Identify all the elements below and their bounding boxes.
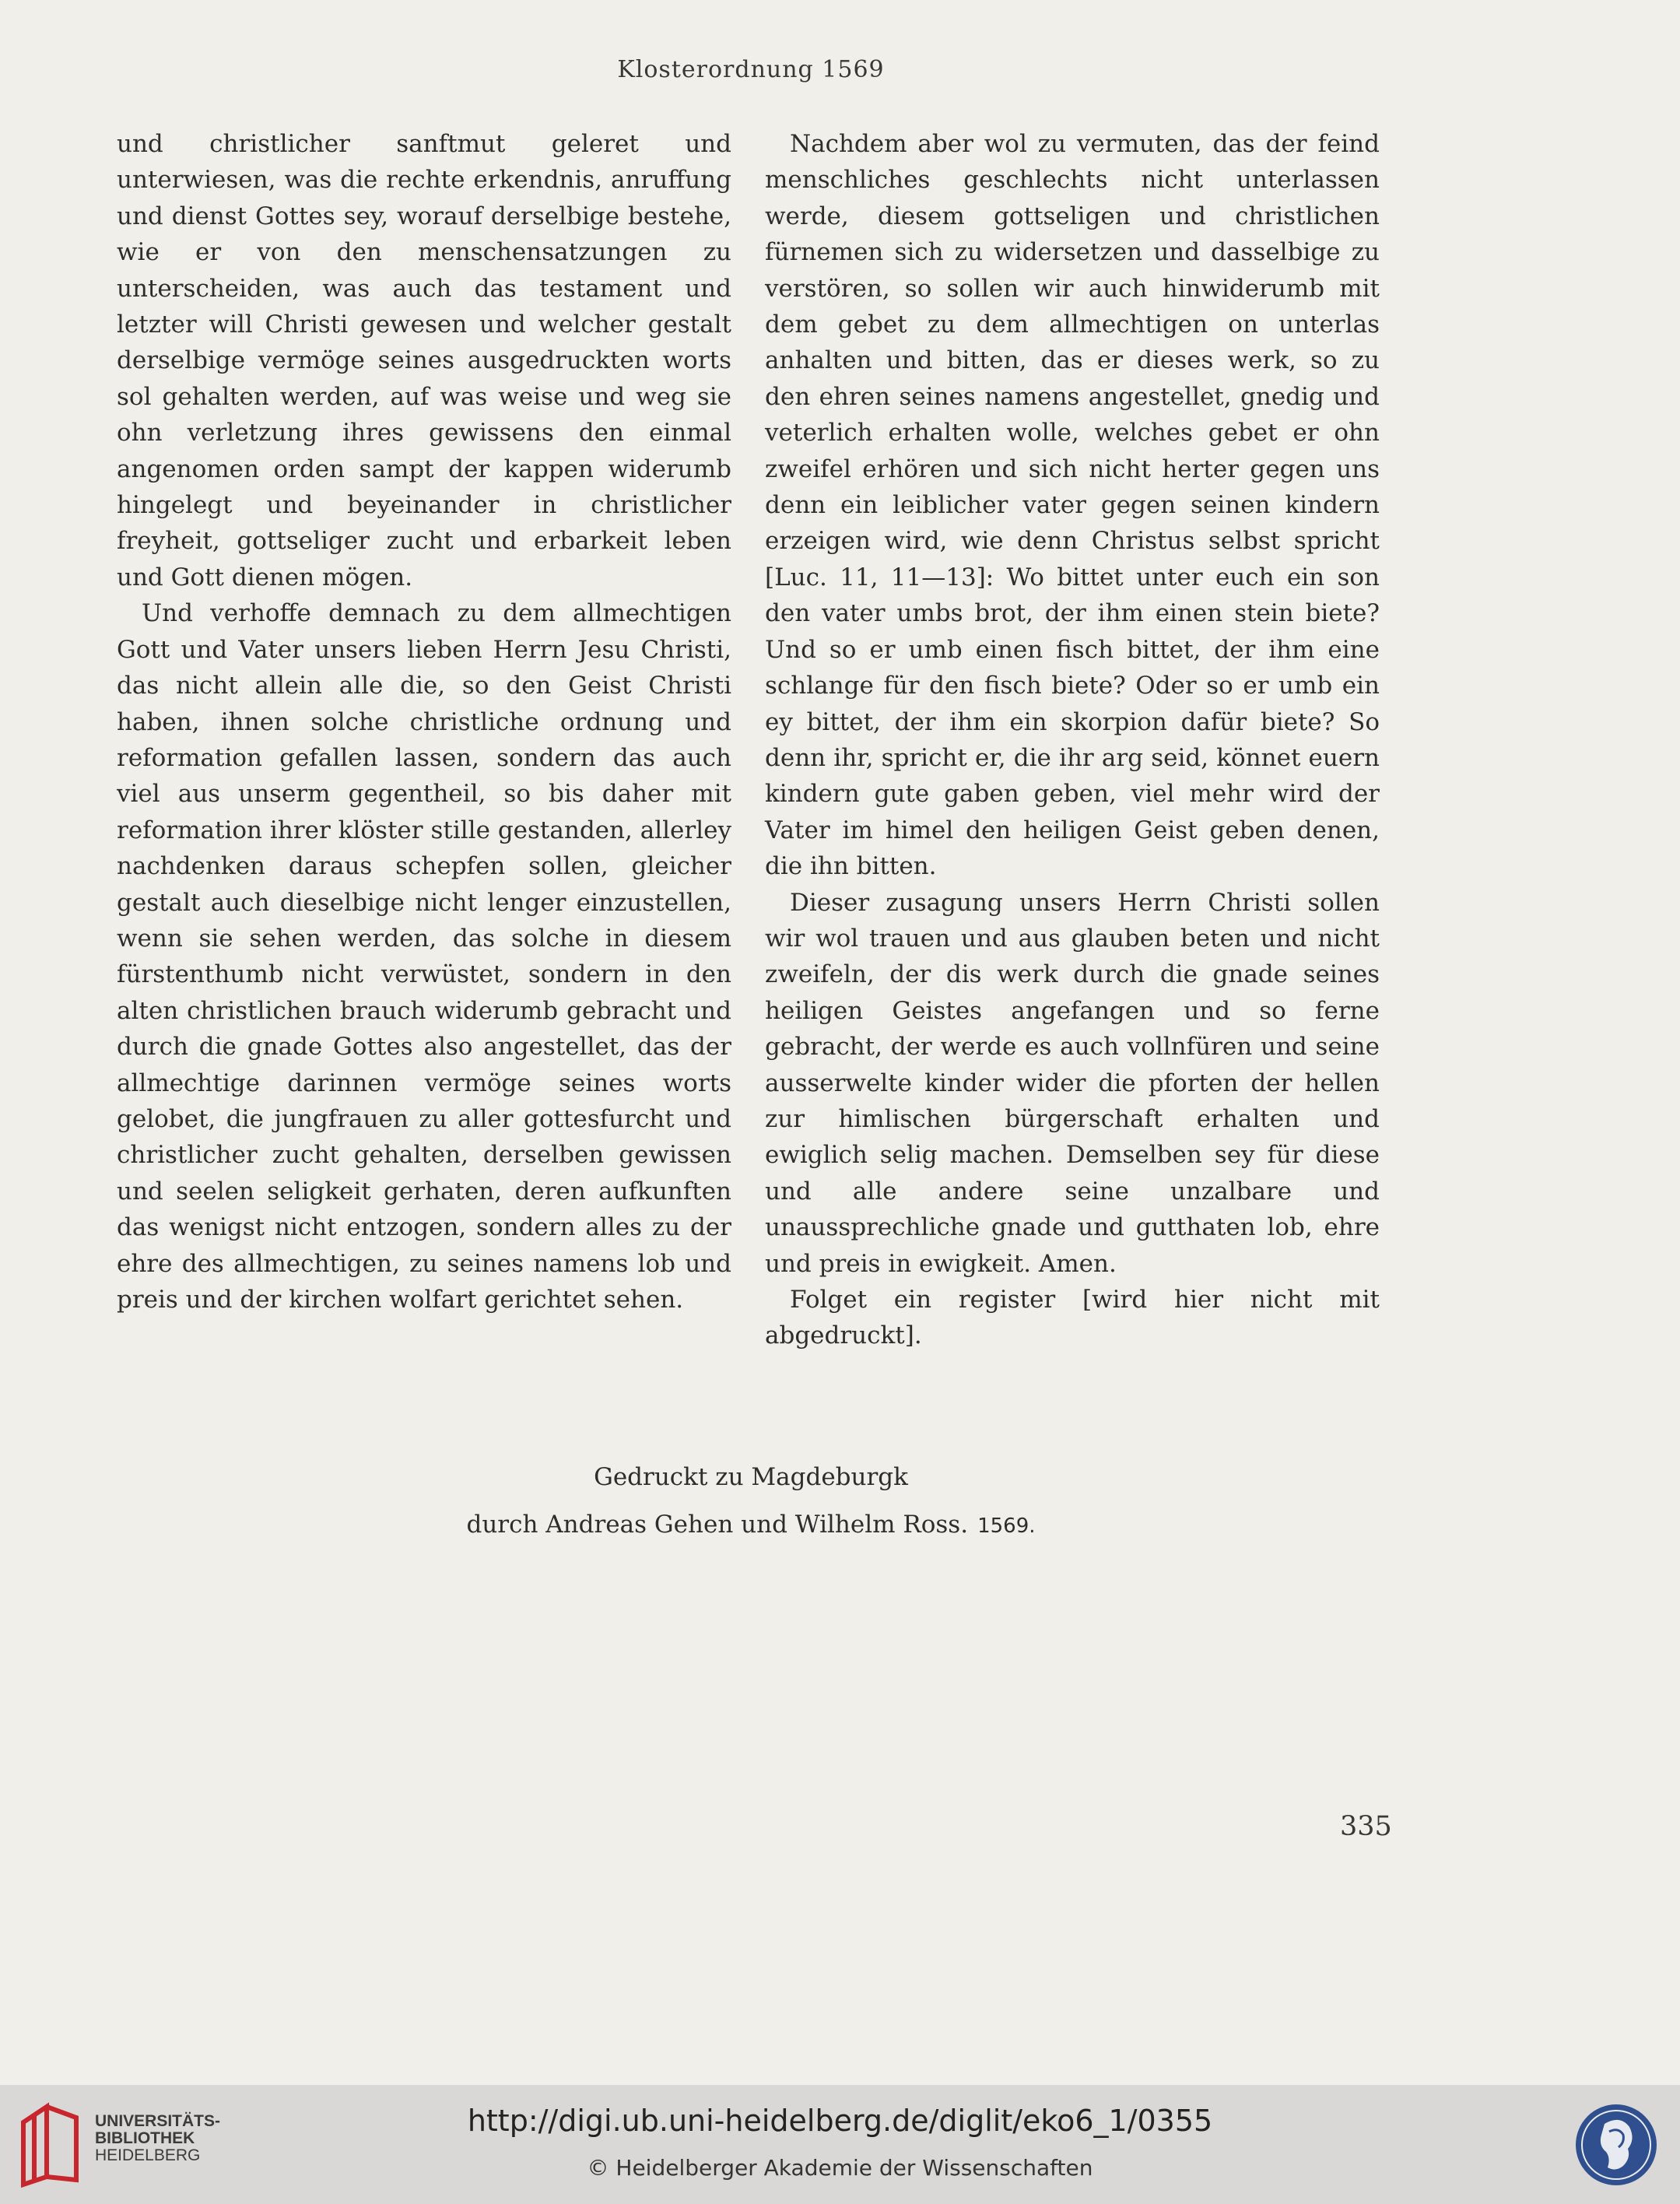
colophon-line: Gedruckt zu Magdeburgk — [594, 1463, 908, 1491]
library-name-line: HEIDELBERG — [95, 2146, 201, 2164]
running-head: Klosterordnung 1569 — [617, 56, 885, 83]
colophon-year: 1569. — [977, 1514, 1036, 1538]
paragraph: Folget ein register [wird hier nicht mit abgedruckt]. — [765, 1286, 1380, 1350]
paragraph: Nachdem aber wol zu vermuten, das der feind menschliches geschlechts nicht unterlassen werde, diesem gottseligen und christlichen fürnemen sich zu widersetzen und dasselbige zu verstören, so sollen wir auch hinwiderumb mit dem gebet zu dem allmechtigen on unterlas anhalten und bitten, das er dieses werk, so zu den ehren seines namens angestellet, gnedig und veterlich erhalten wolle, welches gebet er ohn zweifel erhören und sich nicht herter gegen uns denn ein leiblicher vater gegen seinen kindern erzeigen wird, wie denn Christus selbst spricht [Luc. 11, 11—13]: Wo bittet unter euch ein son den vater umbs brot, der ihm einen stein biete? Und so er umb einen fisch bittet, der ihm eine schlange für den fisch biete? Oder so er umb ein ey bittet, der ihm ein skorpion dafür biete? So denn ihr, spricht er, die ihr arg seid, könnet euern kindern gute gaben geben, viel mehr wird der Vater im himel den heiligen Geist geben denen, die ihn bitten. — [765, 130, 1380, 881]
paragraph: und christlicher sanftmut geleret und unterwiesen, was die rechte erkendnis, anruffung und dienst Gottes sey, worauf derselbige bestehe, wie er von den menschensatzungen zu unterscheiden, was auch das testament und letzter will Christi gewesen und welcher gestalt derselbige vermöge seines ausgedruckten worts sol gehalten werden, auf was weise und weg sie ohn verletzung ihres gewissens den einmal angenomen orden sampt der kappen widerumb hingelegt und beyeinander in christlicher freyheit, gottseliger zucht und erbarkeit leben und Gott dienen mögen. — [117, 130, 731, 591]
copyright-notice: © Heidelberger Akademie der Wissenschaften — [587, 2155, 1093, 2181]
library-name-line: BIBLIOTHEK — [95, 2129, 195, 2147]
left-column — [117, 126, 731, 1318]
permalink-url[interactable]: http://digi.ub.uni-heidelberg.de/diglit/eko6_1/0355 — [467, 2104, 1213, 2138]
right-column — [765, 126, 1380, 1354]
colophon-printers: durch Andreas Gehen und Wilhelm Ross. — [466, 1511, 969, 1539]
paragraph: Dieser zusagung unsers Herrn Christi sollen wir wol trauen und aus glauben beten und nicht zweifeln, der dis werk durch die gnade seines heiligen Geistes angefangen und so ferne gebracht, der werde es auch vollnfüren und seine ausserwelte kinder wider die pforten der hellen zur himlischen bürgerschaft erhalten und ewiglich selig machen. Demselben sey für diese und alle andere seine unzalbare und unaussprechliche gnade und gutthaten lob, ehre und preis in ewigkeit. Amen. — [765, 888, 1380, 1278]
footer-bar — [0, 2085, 1680, 2204]
academy-seal-icon — [1573, 2100, 1659, 2189]
colophon-line — [0, 1501, 1502, 1550]
library-name-line: UNIVERSITÄTS- — [95, 2112, 221, 2130]
page-number: 335 — [1340, 1811, 1392, 1842]
colophon — [0, 1454, 1502, 1550]
paragraph: Und verhoffe demnach zu dem allmechtigen Gott und Vater unsers lieben Herrn Jesu Christi, das nicht allein alle die, so den Geist Christi haben, ihnen solche christliche ordnung und reformation gefallen lassen, sondern das auch viel aus unserm gegentheil, so bis daher mit reformation ihrer klöster stille gestanden, allerley nachdenken daraus schepfen sollen, gleicher gestalt auch dieselbige nicht lenger einzustellen, wenn sie sehen werden, das solche in diesem fürstenthumb nicht verwüstet, sondern in den alten christlichen brauch widerumb gebracht und durch die gnade Gottes also angestellet, das der allmechtige darinnen vermöge seines worts gelobet, die jungfrauen zu aller gottesfurcht und christlicher zucht gehalten, derselben gewissen und seelen seligkeit gerhaten, deren aufkunften das wenigst nicht entzogen, sondern alles zu der ehre des allmechtigen, zu seines namens lob und preis und der kirchen wolfart gerichtet sehen. — [117, 599, 731, 1314]
